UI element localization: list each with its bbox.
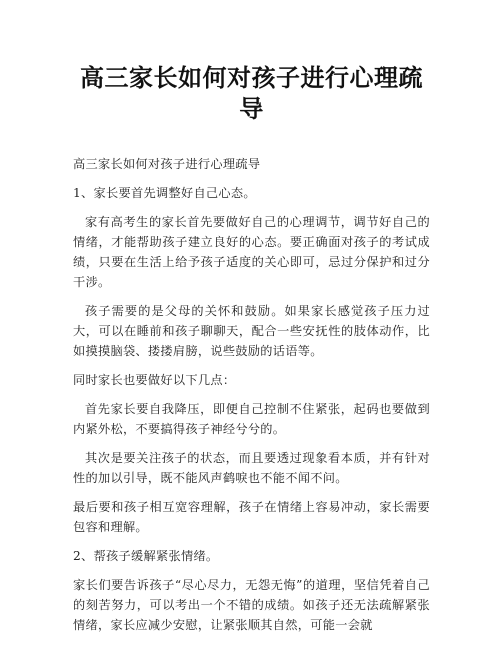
paragraph: 首先家长要自我降压，即便自己控制不住紧张，起码也要做到内紧外松，不要搞得孩子神经兮兮的。 [73,402,430,436]
paragraph: 同时家长也要做好以下几点： [73,373,236,387]
paragraph: 孩子需要的是父母的关怀和鼓励。如果家长感觉孩子压力过大，可以在睡前和孩子聊聊天，配合一些安抚性的肢体动作，比如摸摸脑袋、搂搂肩膀，说些鼓励的话语等。 [73,304,430,358]
paragraph: 最后要和孩子相互宽容理解，孩子在情绪上容易冲动，家长需要包容和理解。 [73,500,430,534]
paragraph: 2、帮孩子缓解紧张情绪。 [73,549,219,563]
document-title: 高三家长如何对孩子进行心理疏导 [80,63,423,123]
paragraph: 其次是要关注孩子的状态，而且要透过现象看本质，并有针对性的加以引导，既不能风声鹤唳也不能不闻不问。 [73,451,430,485]
paragraph: 高三家长如何对孩子进行心理疏导 [73,157,261,171]
paragraph: 家有高考生的家长首先要做好自己的心理调节，调节好自己的情绪，才能帮助孩子建立良好的心态。要正确面对孩子的考试成绩，只要在生活上给予孩子适度的关心即可，忌过分保护和过分干涉。 [73,215,430,289]
document-body [73,154,430,635]
paragraph: 家长们要告诉孩子“尽心尽力，无怨无悔”的道理，坚信凭着自己的刻苦努力，可以考出一个不错的成绩。如孩子还无法疏解紧张情绪，家长应减少安慰，让紧张顺其自然，可能一会就 [73,578,430,632]
paragraph: 1、家长要首先调整好自己心态。 [73,186,256,200]
